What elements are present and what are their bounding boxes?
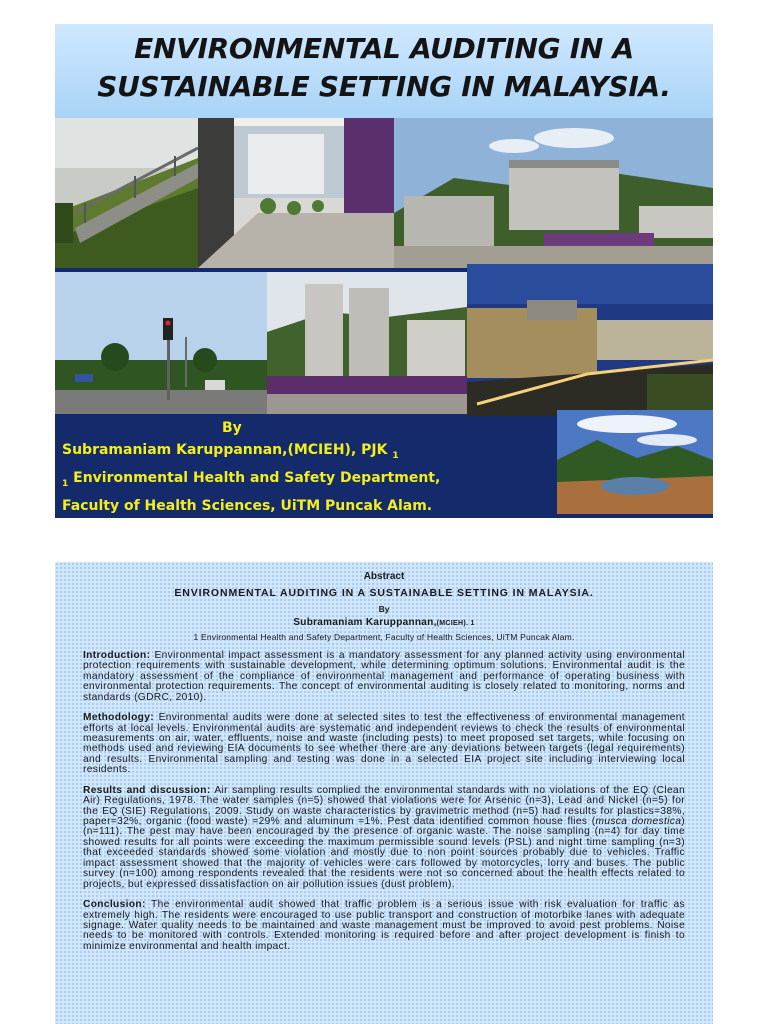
photo-residential-blocks (267, 272, 467, 414)
poster-title-line-1: ENVIRONMENTAL AUDITING IN A (134, 32, 634, 65)
abstract-conclusion: Conclusion: The environmental audit showed that traffic problem is a serious issue with risk evaluation for traffic as extremely high. The residents were encouraged to use public transport and construction of motorbike lanes with adequate signage. Water quality needs to be maintained and waste management must be improved to avoid pest problems. Noise needs to be monitored with controls. Extended monitoring is required before and after project development is finish to minimize environmental and health impact. (83, 899, 685, 952)
abstract-by: By (378, 604, 390, 614)
abstract-introduction: Introduction: Environmental impact assessment is a mandatory assessment for any planned activity using environmental protection requirements with sustainable development, while determining optimum solutions. Environmental audit is the mandatory assessment of the compliance of environmental management and performance of operating business with environmental protection requirements. The concept of environmental auditing is closely related to monitoring, norms and standards (GDRC, 2010). (83, 650, 685, 703)
photo-traffic-junction (55, 272, 267, 414)
photo-landscape-pond (557, 410, 713, 514)
abstract-panel (55, 562, 713, 1024)
poster-affil-sub: 1 (62, 478, 69, 489)
photo-night-view (467, 264, 713, 416)
poster-affil-line-1: $_1$ Environmental Health and Safety Department, (62, 469, 441, 489)
photo-interior-hall (198, 118, 394, 268)
abstract-title: ENVIRONMENTAL AUDITING IN A SUSTAINABLE SETTING IN MALAYSIA. (174, 587, 594, 599)
poster-author: Subramaniam Karuppannan,(MCIEH), PJK $_1$ (62, 442, 399, 461)
abstract-affiliation: 1 Environmental Health and Safety Department, Faculty of Health Sciences, UiTM Puncak Alam. (193, 632, 575, 642)
abstract-results: Results and discussion: Air sampling results complied the environmental standards with no violations of the EQ (Clean Air) Regulations, 1978. The water samples (n=5) showed that violations were for Arsenic (n=3), Lead and Nickel (n=5) for the EQ (SIE) Regulations, 2009. Study on waste characteristics by gravimetric method (n=5) had results for plastics=38%, paper=32%, organic (food waste) =29% and aluminum =1%. Pest data identified common house flies (musca domestica) (n=111). The pest may have been encouraged by the presence of organic waste. The noise sampling (n=4) for day time showed results for all points were exceeding the maximum permissible sound levels (PSL) and night time sampling (n=3) that exceeded standards showed some violation and mostly due to non point sources probably due to vehicles. Traffic impact assessment showed that the majority of vehicles were cars followed by motorcycles, lorry and buses. The public survey (n=100) among respondents revealed that the residents were not so concerned about the health effects related to projects, but expressed dissatisfaction on air pollution issues (dust problem). (83, 784, 685, 890)
photo-staircase (55, 118, 198, 268)
abstract-author: Subramaniam Karuppannan,(MCIEH). 1 (293, 617, 475, 628)
abstract-methodology: Methodology: Environmental audits were done at selected sites to test the effectiveness of environmental management efforts at local levels. Environmental audits are systematic and independent reviews to check the results of environmental measurements on air, water, effluents, noise and waste (including pests) to meet proposed set targets, while focusing on methods used and reviewing EIA documents to see whether there are any deviations between targets (legal requirements) and results. Environmental sampling and testing was done in a selected EIA project site including interviewing local residents. (83, 712, 685, 776)
poster-affil-line-2: Faculty of Health Sciences, UiTM Puncak Alam. (62, 497, 433, 514)
abstract-heading: Abstract (363, 571, 405, 582)
poster (55, 24, 713, 518)
poster-title-line-2: SUSTAINABLE SETTING IN MALAYSIA. (97, 70, 671, 103)
poster-title (55, 24, 713, 118)
poster-author-block (62, 417, 557, 517)
photo-campus-buildings (394, 118, 713, 268)
poster-by: By (222, 420, 242, 436)
poster-author-sup: 1 (392, 450, 399, 461)
